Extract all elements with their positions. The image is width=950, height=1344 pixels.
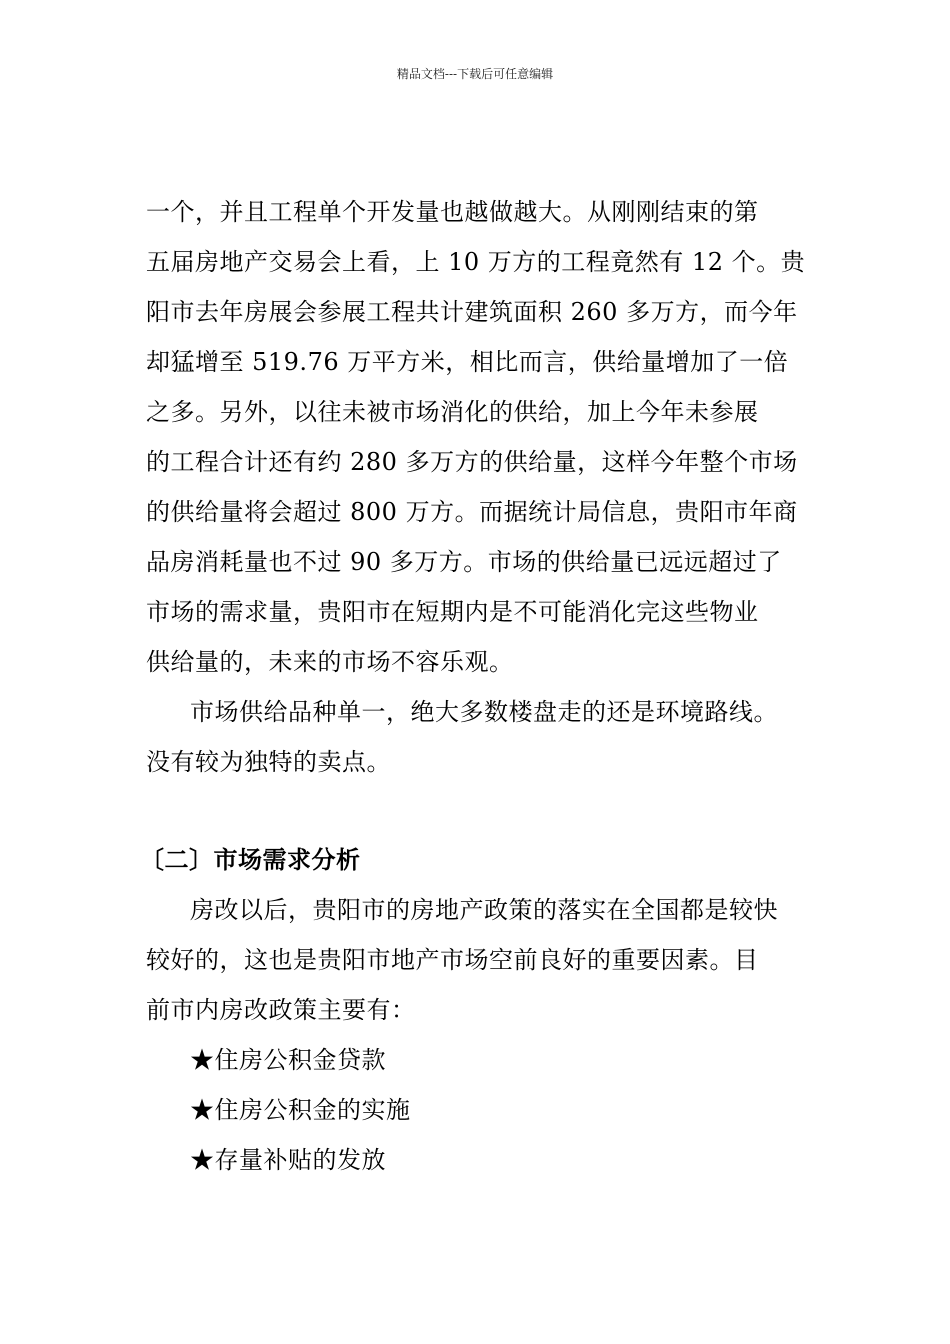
text-line: 没有较为独特的卖点。 [146, 748, 391, 776]
text-line: 五届房地产交易会上看，上 10 万方的工程竟然有 12 个。贵 [146, 248, 806, 276]
text-line: 供给量的，未来的市场不容乐观。 [146, 648, 514, 676]
section-heading: 〔二〕市场需求分析 [140, 845, 361, 874]
text-line: 前市内房改政策主要有： [146, 996, 416, 1024]
document-body [140, 187, 806, 1185]
text-line: 的供给量将会超过 800 万方。而据统计局信息，贵阳市年商 [146, 498, 798, 526]
text-line: 较好的，这也是贵阳市地产市场空前良好的重要因素。目 [146, 946, 759, 974]
policy-list [146, 1035, 806, 1185]
list-item: ★存量补贴的发放 [190, 1146, 386, 1174]
list-item: ★住房公积金的实施 [190, 1096, 411, 1124]
text-line: 的工程合计还有约 280 多万方的供给量，这样今年整个市场 [146, 448, 798, 476]
text-line: 一个，并且工程单个开发量也越做越大。从刚刚结束的第 [146, 198, 759, 226]
paragraph-demand [146, 885, 806, 1035]
text-line: 市场的需求量，贵阳市在短期内是不可能消化完这些物业 [146, 598, 759, 626]
paragraph-variety [146, 687, 806, 787]
page-header: 精品文档---下载后可任意编辑 [396, 67, 554, 81]
text-line: 房改以后，贵阳市的房地产政策的落实在全国都是较快 [190, 896, 778, 924]
paragraph-supply [146, 187, 806, 687]
text-line: 品房消耗量也不过 90 多万方。市场的供给量已远远超过了 [146, 548, 782, 576]
text-line: 阳市去年房展会参展工程共计建筑面积 260 多万方，而今年 [146, 298, 798, 326]
section-gap [146, 787, 806, 835]
text-line: 之多。另外，以往未被市场消化的供给，加上今年未参展 [146, 398, 759, 426]
text-line: 市场供给品种单一，绝大多数楼盘走的还是环境路线。 [190, 698, 778, 726]
list-item: ★住房公积金贷款 [190, 1046, 386, 1074]
text-line: 却猛增至 519.76 万平方米，相比而言，供给量增加了一倍 [146, 348, 789, 376]
